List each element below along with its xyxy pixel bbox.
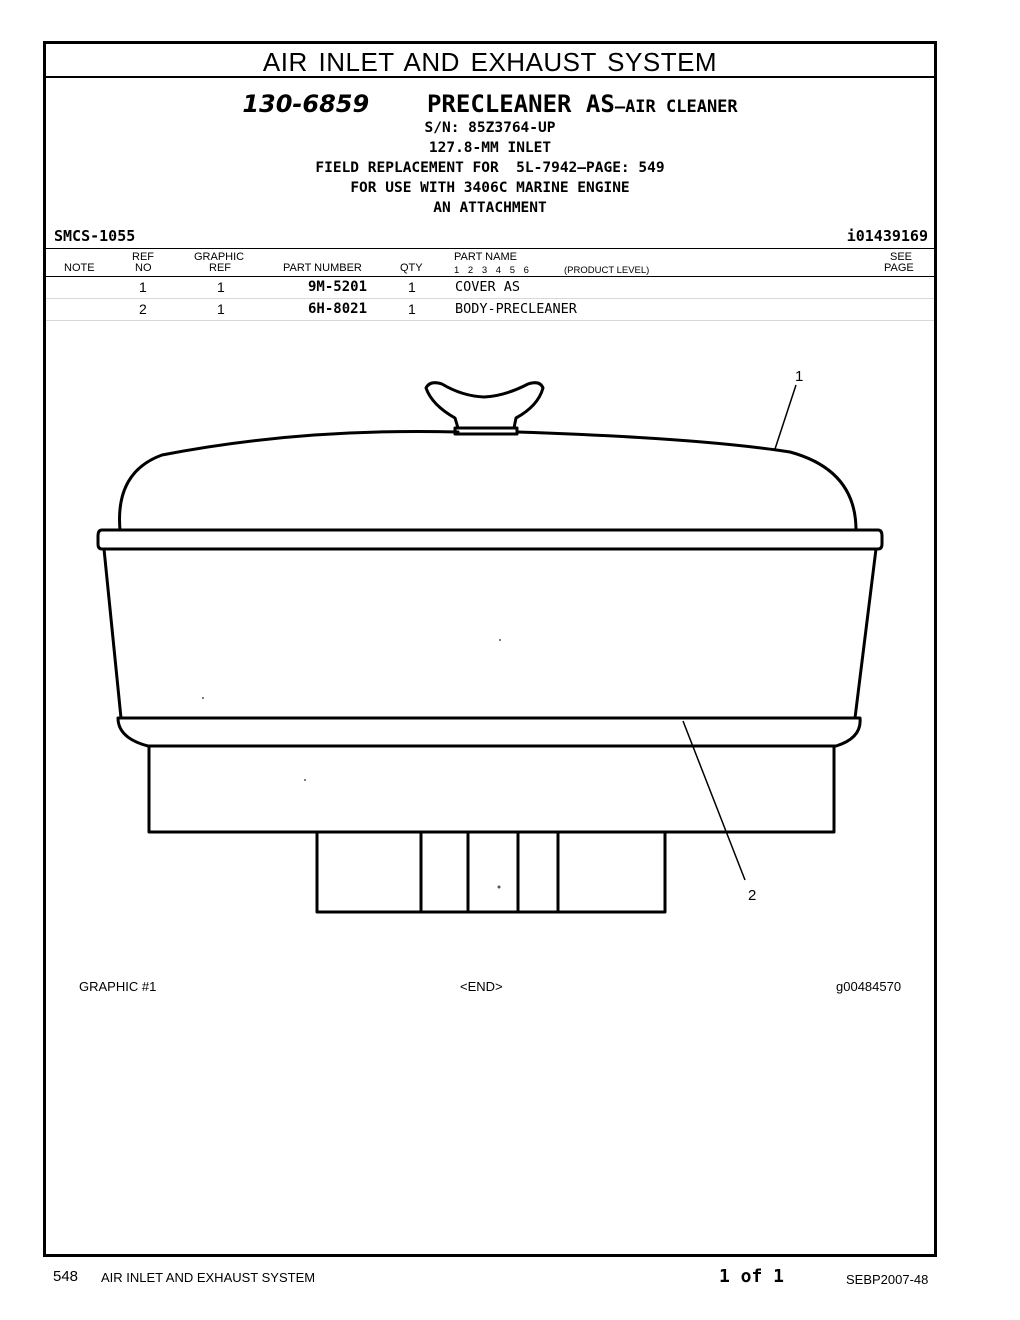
col-product-level-numbers: 1 2 3 4 5 6 xyxy=(454,265,529,276)
col-product-level: (PRODUCT LEVEL) xyxy=(564,265,650,276)
speck xyxy=(202,697,204,699)
speck xyxy=(498,886,501,889)
callout-label-2: 2 xyxy=(748,887,757,904)
col-ref-no-line2: NO xyxy=(135,262,152,274)
lower-lip xyxy=(118,718,860,746)
outlet-tube-segments xyxy=(421,832,558,912)
attachment-line: AN ATTACHMENT xyxy=(433,200,547,216)
col-qty: QTY xyxy=(400,262,423,274)
col-part-number: PART NUMBER xyxy=(283,262,362,274)
wing-nut-shape xyxy=(426,383,543,428)
footer-page-of: 1 of 1 xyxy=(719,1266,785,1287)
base-band xyxy=(149,746,834,832)
row-qty: 1 xyxy=(408,279,416,295)
end-marker: <END> xyxy=(460,979,503,994)
bowl-sides xyxy=(104,549,876,718)
assembly-part-title: PRECLEANER AS xyxy=(426,90,615,118)
graphic-caption: GRAPHIC #1 xyxy=(79,979,157,994)
footer-doc-number: SEBP2007-48 xyxy=(846,1272,929,1287)
col-part-name: PART NAME xyxy=(454,251,517,263)
inlet-size-line: 127.8-MM INLET xyxy=(428,140,552,156)
row-graphic-ref: 1 xyxy=(217,279,225,295)
footer-section: AIR INLET AND EXHAUST SYSTEM xyxy=(101,1270,316,1285)
field-replacement-line: FIELD REPLACEMENT FOR 5L-7942—PAGE: 549 xyxy=(315,160,665,176)
callout-leader-1 xyxy=(775,385,796,449)
col-graphic-ref-line1: GRAPHIC xyxy=(194,251,245,263)
row-part-number: 9M-5201 xyxy=(308,279,368,295)
col-ref-no-line1: REF xyxy=(132,251,154,263)
smcs-code: SMCS-1055 xyxy=(54,227,136,245)
col-see-page-line1: SEE xyxy=(890,251,913,263)
cover-dome xyxy=(120,431,856,530)
col-see-page-line2: PAGE xyxy=(884,262,914,274)
row-qty: 1 xyxy=(408,301,416,317)
serial-number-line: S/N: 85Z3764-UP xyxy=(424,120,556,136)
document-id: i01439169 xyxy=(846,227,928,245)
assembly-part-subtitle: —AIR CLEANER xyxy=(614,97,738,117)
usage-line: FOR USE WITH 3406C MARINE ENGINE xyxy=(350,180,630,196)
graphic-id: g00484570 xyxy=(836,979,902,994)
wing-nut-base xyxy=(455,428,517,434)
row-part-name: BODY-PRECLEANER xyxy=(455,301,577,317)
row-ref-no: 2 xyxy=(139,301,147,317)
assembly-part-number: 130-6859 xyxy=(242,90,370,118)
outlet-tube xyxy=(317,832,665,912)
row-part-name: COVER AS xyxy=(455,279,521,295)
footer-page-number: 548 xyxy=(53,1268,79,1285)
speck xyxy=(304,779,306,781)
callout-label-1: 1 xyxy=(795,368,804,385)
row-ref-no: 1 xyxy=(139,279,147,295)
row-graphic-ref: 1 xyxy=(217,301,225,317)
cover-rim xyxy=(98,530,882,549)
row-part-number: 6H-8021 xyxy=(308,301,368,317)
section-title: AIR INLET AND EXHAUST SYSTEM xyxy=(46,44,934,78)
col-graphic-ref-line2: REF xyxy=(209,262,231,274)
speck xyxy=(499,639,501,641)
col-note: NOTE xyxy=(64,262,95,274)
